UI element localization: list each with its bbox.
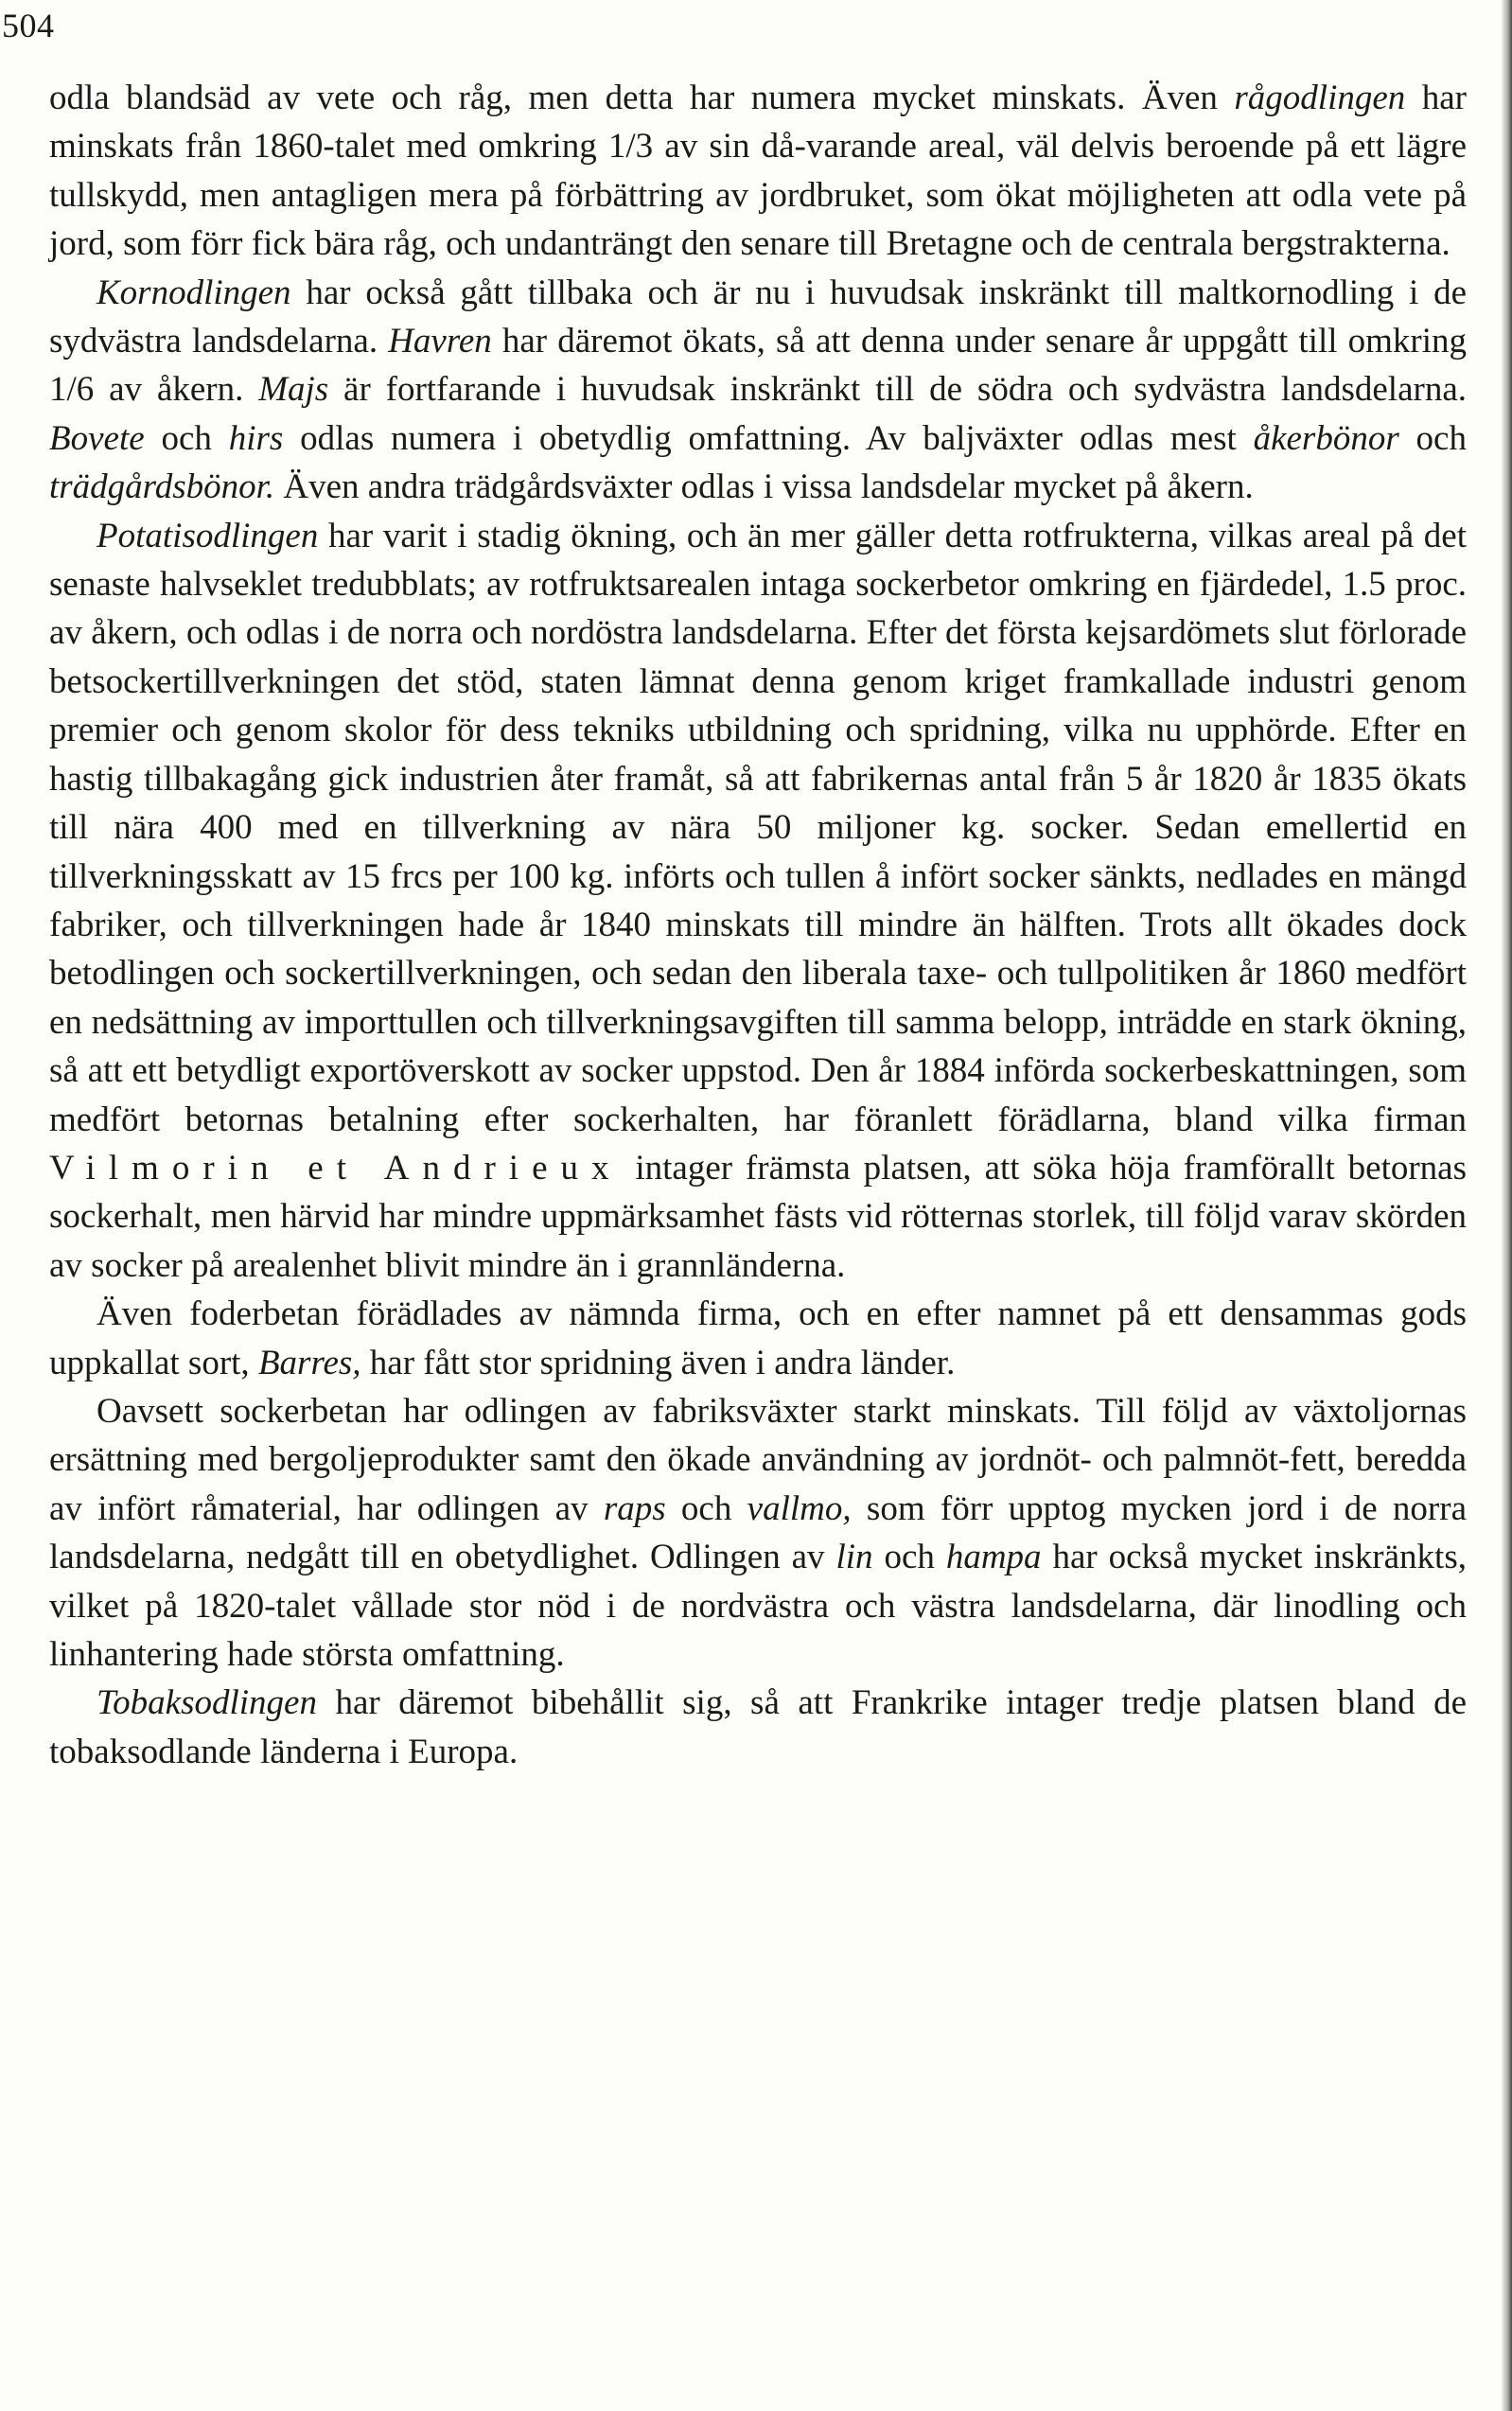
paragraph-6 — [49, 1679, 1467, 1776]
text-run: har varit i stadig ökning, och än mer gäller detta rotfrukterna, vilkas areal på det senaste halvseklet tredubblats; av rotfruktsarealen intaga sockerbetor omkring en fjärdedel, 1.5 proc. av åkern, och odlas i de norra och nordöstra landsdelarna. Efter det första kejsardömets slut förlorade betsockertillverkningen det stöd, staten lämnat denna genom kriget framkallade industri genom premier och genom skolor för dess tekniks utbildning och spridning, vilka nu upphörde. Efter en hastig tillbakagång gick industrien åter framåt, så att fabrikernas antal från 5 år 1820 år 1835 ökats till nära 400 med en tillverkning av nära 50 miljoner kg. socker. Sedan emellertid en tillverkningsskatt av 15 frcs per 100 kg. införts och tullen å infört socker sänkts, nedlades en mängd fabriker, och tillverkningen hade år 1840 minskats till mindre än hälften. Trots allt ökades dock betodlingen och sockertillverkningen, och sedan den liberala taxe- och tullpolitiken år 1860 medfört en nedsättning av importtullen och tillverkningsavgiften till samma belopp, inträdde en stark ökning, så att ett betydligt exportöverskott av socker uppstod. Den år 1884 införda sockerbeskattningen, som medfört betornas betalning efter sockerhalten, har föranlett förädlarna, bland vilka firman — [49, 516, 1467, 1139]
italic-term: Majs — [258, 370, 329, 410]
italic-term: Potatisodlingen — [97, 516, 319, 555]
italic-term: hampa — [945, 1538, 1042, 1577]
body-text — [49, 74, 1467, 1776]
spaced-name: Vilmorin et Andrieux — [49, 1148, 623, 1188]
paragraph-1 — [49, 74, 1467, 269]
text-run: av sin då-varande areal, väl delvis beroende på ett lägre tullskydd, men antagligen mera på förbättring av jordbruket, som ökat möjligheten att odla vete på jord, som förr fick bära råg, och undanträngt den senare till Bretagne och de centrala bergstrakterna. — [49, 127, 1467, 264]
italic-term: Kornodlingen — [97, 273, 291, 312]
paragraph-5 — [49, 1387, 1467, 1679]
text-run: som förr upptog mycken jord i de norra landsdelarna, nedgått till en obetydlighet. Odlingen av — [49, 1488, 1467, 1577]
page-edge-shadow — [1501, 0, 1512, 2411]
paragraph-4 — [49, 1290, 1467, 1387]
text-run: Även andra trädgårdsväxter odlas i vissa landsdelar mycket på åkern. — [274, 467, 1254, 507]
italic-term: trädgårdsbönor. — [49, 467, 275, 507]
text-run: Oavsett sockerbetan har odlingen av fabriksväxter starkt minskats. Till följd av växtoljornas ersättning med bergoljeprodukter samt den ökade användning av jordnöt- och palmnöt-fett, beredda av infört råmaterial, har odlingen av — [49, 1391, 1467, 1528]
italic-term: rågodlingen — [1234, 79, 1406, 117]
italic-term: lin — [835, 1538, 873, 1577]
fraction: 1/6 — [49, 370, 95, 410]
italic-term: vallmo, — [747, 1488, 852, 1528]
page-number: 504 — [2, 7, 55, 44]
text-run: odla blandsäd av vete och råg, men detta har numera mycket minskats. Även — [49, 79, 1235, 117]
text-run: har fått stor spridning även i andra länder. — [360, 1343, 956, 1382]
fraction: 1/3 — [607, 127, 654, 167]
text-run: och — [872, 1538, 946, 1577]
text-run: har också gått tillbaka och är nu i huvudsak inskränkt till maltkornodling i de sydvästra landsdelarna. — [49, 273, 1467, 361]
text-run: har däremot bibehållit sig, så att Frankrike intager tredje platsen bland de tobaksodlande länderna i Europa. — [49, 1683, 1467, 1771]
italic-term: Tobaksodlingen — [97, 1683, 317, 1723]
text-run: har minskats från 1860-talet med omkring — [49, 79, 1468, 167]
text-run: är fortfarande i huvudsak inskränkt till de södra och sydvästra landsdelarna. — [328, 370, 1468, 410]
italic-term: hirs — [228, 418, 284, 458]
text-run: och — [1398, 418, 1467, 458]
text-run: Även foderbetan förädlades av nämnda firma, och en efter namnet på ett densammas gods uppkallat sort, — [49, 1294, 1467, 1382]
italic-term: Barres, — [257, 1343, 361, 1382]
italic-term: åkerbönor — [1253, 418, 1399, 458]
text-run: intager främsta platsen, att söka höja framförallt betornas sockerhalt, men härvid har mindre uppmärksamhet fästs vid rötternas storlek, till följd varav skörden av socker på arealenhet blivit mindre än i grannländerna. — [49, 1148, 1468, 1285]
paragraph-3 — [49, 512, 1467, 1291]
paragraph-2 — [49, 269, 1467, 512]
text-run: har också mycket inskränkts, vilket på 1820-talet vållade stor nöd i de nordvästra och västra landsdelarna, där linodling och linhantering hade största omfattning. — [49, 1538, 1467, 1674]
text-run: har däremot ökats, så att denna under senare år uppgått till omkring — [491, 322, 1467, 361]
italic-term: raps — [603, 1488, 666, 1528]
text-run: av åkern. — [94, 370, 259, 410]
italic-term: Bovete — [49, 418, 145, 458]
text-run: och — [144, 418, 229, 458]
italic-term: Havren — [388, 322, 492, 361]
text-run: och — [665, 1488, 747, 1528]
text-run: odlas numera i obetydlig omfattning. Av baljväxter odlas mest — [283, 418, 1254, 458]
